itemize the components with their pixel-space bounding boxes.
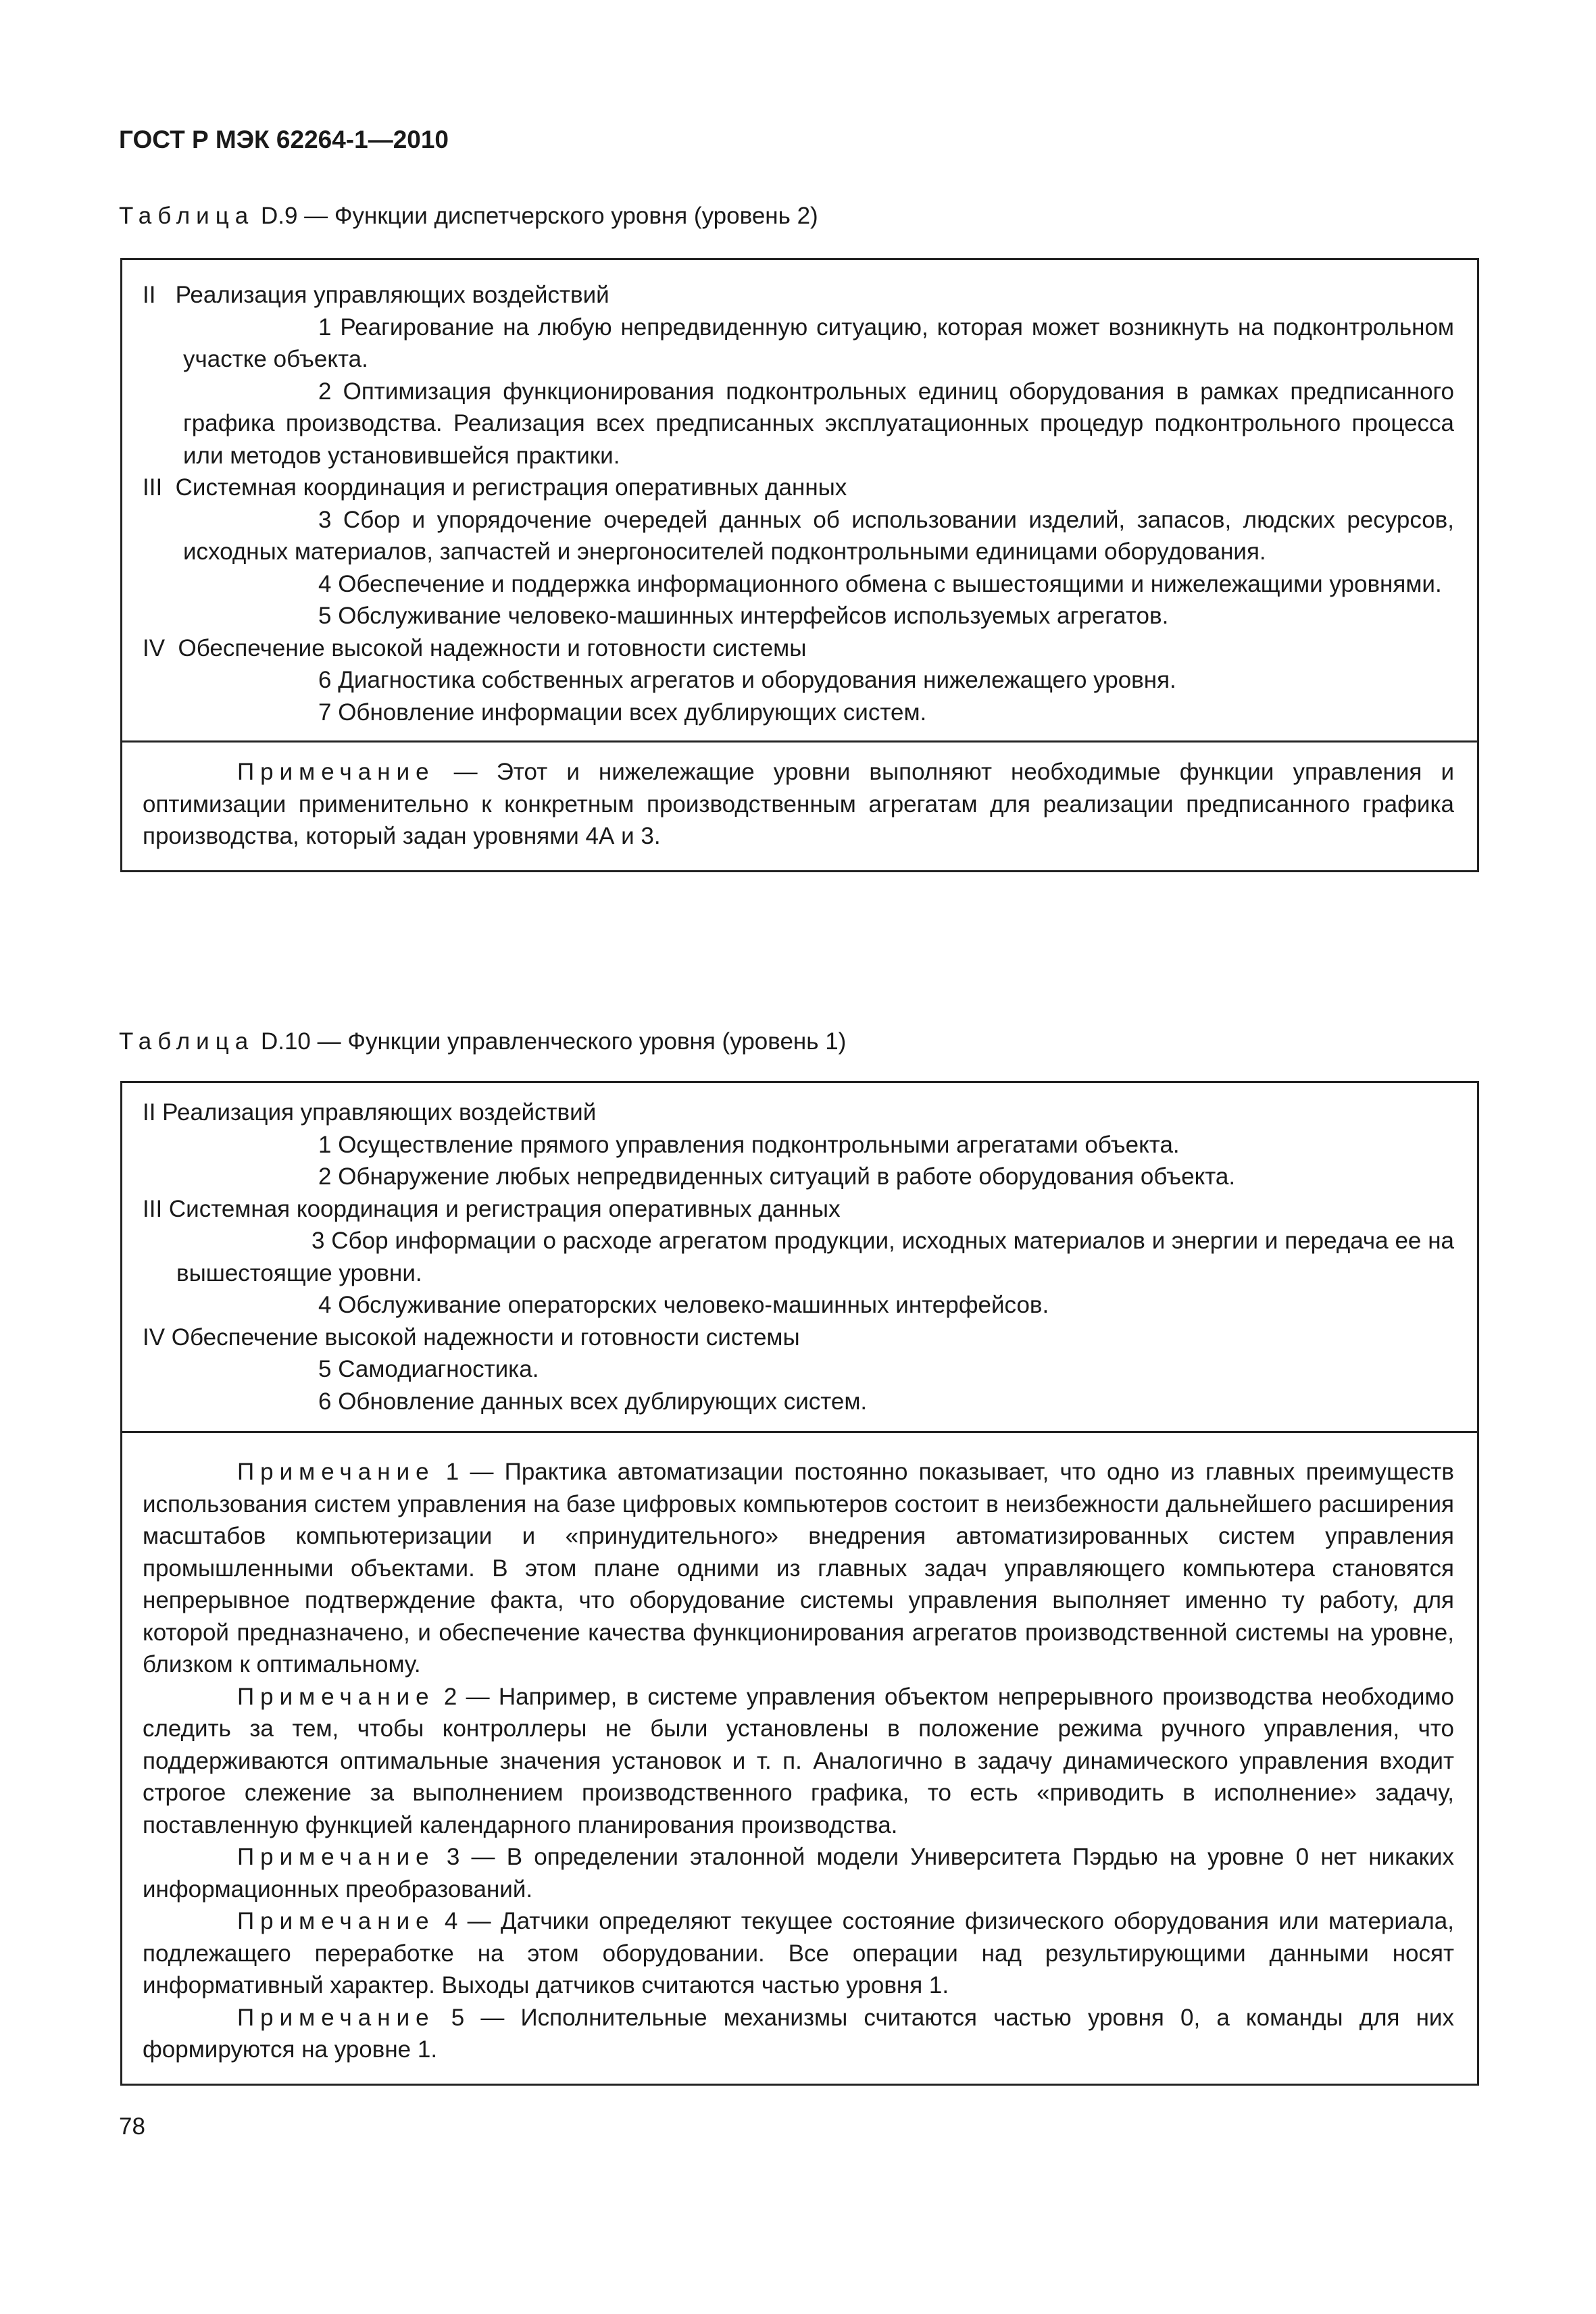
caption-word: Таблица	[119, 1028, 255, 1055]
table-d10-caption	[119, 1028, 846, 1055]
note-text: — Исполнительные механизмы считаются частью уровня 0, а команды для них формируются на уровне 1.	[143, 2004, 1454, 2063]
caption-text: D.9 — Функции диспетчерского уровня (уровень 2)	[260, 203, 818, 229]
section-title: IV Обеспечение высокой надежности и готовности системы	[143, 1324, 800, 1351]
list-item: 1 Реагирование на любую непредвиденную ситуацию, которая может возникнуть на подконтрольном участке объекта.	[183, 313, 1454, 372]
note-paragraph	[143, 756, 1454, 853]
list-item: 3 Сбор и упорядочение очередей данных об использовании изделий, запасов, людских ресурсов, исходных материалов, запчастей и энергоносителей подконтрольными единицами оборудования.	[183, 506, 1454, 565]
table-d9-note	[122, 743, 1477, 870]
section-title: III Системная координация и регистрация оперативных данных	[143, 1195, 841, 1222]
note-text: — В определении эталонной модели Университета Пэрдью на уровне 0 нет никаких информационных преобразований.	[143, 1844, 1454, 1903]
list-item: 2 Обнаружение любых непредвиденных ситуаций в работе оборудования объекта.	[318, 1163, 1236, 1190]
section-title: II Реализация управляющих воздействий	[143, 282, 609, 308]
section-title: IV Обеспечение высокой надежности и готовности системы	[143, 634, 807, 661]
note-number: 2	[434, 1683, 457, 1710]
table-d10-notes	[122, 1433, 1477, 2084]
note-paragraph	[143, 1456, 1454, 1681]
note-text: — Этот и нижележащие уровни выполняют необходимые функции управления и оптимизации применительно к конкретным производственным агрегатам для реализации предписанного графика производства, который задан уровнями 4А и 3.	[143, 759, 1454, 849]
list-item: 6 Обновление данных всех дублирующих систем.	[318, 1388, 868, 1415]
table-d9-body	[122, 260, 1477, 740]
list-item: 2 Оптимизация функционирования подконтрольных единиц оборудования в рамках предписанного графика производства. Реализация всех предписанных эксплуатационных процедур подконтрольного процесса или методов установившейся практики.	[183, 378, 1454, 469]
list-item: 6 Диагностика собственных агрегатов и оборудования нижележащего уровня.	[318, 667, 1176, 693]
note-number: 4	[434, 1908, 458, 1934]
note-label: Примечание	[237, 759, 435, 785]
list-item: 7 Обновление информации всех дублирующих систем.	[318, 699, 927, 726]
table-d10	[120, 1081, 1479, 2086]
note-paragraph	[143, 1681, 1454, 1842]
note-text: — Например, в системе управления объектом непрерывного производства необходимо следить за тем, чтобы контроллеры не были установлены в положение режима ручного управления, что поддерживаются оптимальные значения установок и т. п. Аналогично в задачу динамического управления входит строгое слежение за выполнением производственного графика, то есть «приводить в исполнение» задачу, поставленную функцией календарного планирования производства.	[143, 1683, 1454, 1838]
list-item: 3 Сбор информации о расходе агрегатом продукции, исходных материалов и энергии и передача ее на вышестоящие уровни.	[176, 1228, 1454, 1286]
section-title: III Системная координация и регистрация оперативных данных	[143, 474, 847, 501]
table-d9-caption	[119, 203, 818, 230]
list-item: 5 Самодиагностика.	[318, 1356, 539, 1382]
table-d9	[120, 258, 1479, 872]
note-label: Примечание	[237, 1908, 435, 1934]
list-item: 1 Осуществление прямого управления подконтрольными агрегатами объекта.	[318, 1131, 1180, 1158]
page-number: 78	[119, 2113, 145, 2140]
note-label: Примечание	[237, 1683, 435, 1710]
note-number: 3	[434, 1844, 460, 1870]
caption-text: D.10 — Функции управленческого уровня (уровень 1)	[260, 1028, 847, 1055]
note-label: Примечание	[237, 1844, 435, 1870]
note-label: Примечание	[237, 2004, 435, 2031]
note-paragraph	[143, 2002, 1454, 2066]
document-code-header: ГОСТ Р МЭК 62264-1—2010	[119, 126, 449, 153]
note-paragraph	[143, 1841, 1454, 1905]
note-text: — Датчики определяют текущее состояние физического оборудования или материала, подлежащего переработке на этом оборудовании. Все операции над результирующими данными носят информативный характер. Выходы датчиков считаются частью уровня 1.	[143, 1908, 1454, 1998]
note-paragraph	[143, 1905, 1454, 2002]
list-item: 5 Обслуживание человеко-машинных интерфейсов используемых агрегатов.	[318, 603, 1169, 629]
list-item: 4 Обслуживание операторских человеко-машинных интерфейсов.	[318, 1292, 1049, 1318]
note-text: — Практика автоматизации постоянно показывает, что одно из главных преимуществ использования систем управления на базе цифровых компьютеров состоит в неизбежности дальнейшего расширения масштабов компьютеризации и «принудительного» внедрения автоматизированных систем управления промышленными объектами. В этом плане одними из главных задач управляющего компьютера становятся непрерывное подтверждение факта, что оборудование системы управления выполняет именно ту работу, для которой предназначено, и обеспечение качества функционирования агрегатов производственной системы на уровне, близком к оптимальному.	[143, 1459, 1454, 1678]
note-number: 1	[434, 1459, 459, 1485]
section-title: II Реализация управляющих воздействий	[143, 1099, 597, 1126]
note-label: Примечание	[237, 1459, 435, 1485]
caption-word: Таблица	[119, 203, 255, 229]
list-item: 4 Обеспечение и поддержка информационного обмена с вышестоящими и нижележащими уровнями.	[318, 570, 1442, 597]
note-number: 5	[434, 2004, 465, 2031]
table-d10-body	[122, 1083, 1477, 1431]
